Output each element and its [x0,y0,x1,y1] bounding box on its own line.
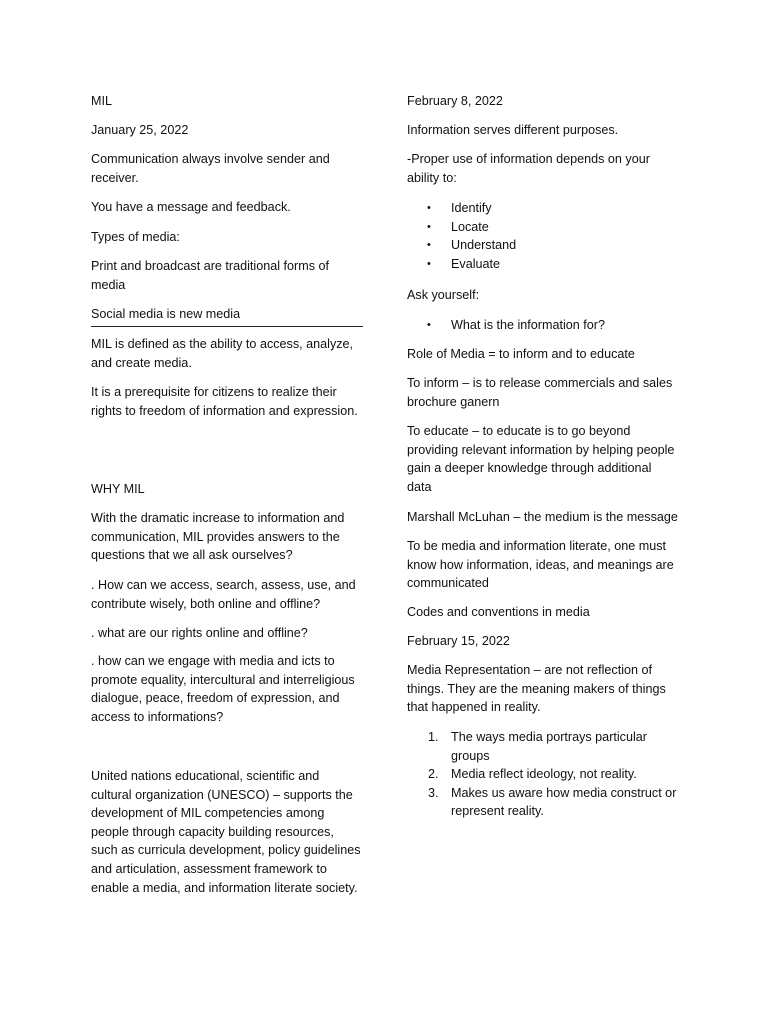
paragraph: With the dramatic increase to information and communication, MIL provides answers to the questions that we all ask ourselves? [91,511,345,563]
paragraph: You have a message and feedback. [91,200,291,214]
paragraph: MIL is defined as the ability to access, analyze, and create media. [91,337,354,370]
bullet-icon: • [427,202,431,214]
list-item: • Identify [407,199,679,218]
ask-list [407,316,679,335]
paragraph: Marshall McLuhan – the medium is the message [407,510,678,524]
bullet-icon: • [427,220,431,233]
question: . how can we engage with media and icts to promote equality, intercultural and interreligious dialogue, peace, freedom of expression, and access to informations? [91,654,355,724]
list-item: • What is the information for? [407,316,679,335]
list-item: • Locate [407,218,679,237]
question: . How can we access, search, assess, use, and contribute wisely, both online and offline? [91,578,356,611]
question: . what are our rights online and offline? [91,626,308,640]
paragraph: Information serves different purposes. [407,123,619,137]
list-number: 2. [428,767,439,782]
paragraph-underlined: Social media is new media [91,305,363,327]
list-item: 2. Media reflect ideology, not reality. [407,765,679,784]
paragraph: Types of media: [91,230,180,244]
paragraph: To be media and information literate, one must know how information, ideas, and meanings are communicated [407,539,674,591]
list-item: 3. Makes us aware how media construct or represent reality. [428,785,677,819]
bullet-icon: • [427,257,431,270]
document-title: MIL [91,94,112,108]
list-item: • Evaluate [407,255,679,274]
date-heading: February 8, 2022 [407,94,503,108]
date-heading: February 15, 2022 [407,634,510,648]
paragraph: United nations educational, scientific and cultural organization (UNESCO) – supports the development of MIL competencies among people through capacity building resources, such as curricula development, policy guidelines and articulation, assessment framework to enable a media, and information literate society. [91,769,361,895]
paragraph: Print and broadcast are traditional forms of media [91,259,330,292]
paragraph: Role of Media = to inform and to educate [407,347,635,361]
paragraph: Media Representation – are not reflection of things. They are the meaning makers of things that happened in reality. [407,663,666,715]
list-item: 1. The ways media portrays particular groups [428,730,647,763]
paragraph: To educate – to educate is to go beyond providing relevant information by helping people gain a deeper knowledge through additional data [407,424,675,494]
representation-list [407,728,679,821]
list-number: 1. [428,730,439,744]
bullet-icon: • [427,239,431,252]
bullet-icon: • [427,319,431,331]
list-item: • Understand [407,236,679,255]
paragraph: It is a prerequisite for citizens to realize their rights to freedom of information and expression. [91,385,358,418]
paragraph: -Proper use of information depends on your ability to: [407,152,650,185]
paragraph: Ask yourself: [407,288,480,302]
abilities-list [407,199,679,273]
list-number: 3. [428,785,439,800]
paragraph: Codes and conventions in media [407,605,590,619]
date-heading: January 25, 2022 [91,123,189,137]
paragraph: To inform – is to release commercials and sales brochure ganern [407,376,673,409]
paragraph: Communication always involve sender and receiver. [91,152,330,185]
section-heading: WHY MIL [91,482,145,496]
